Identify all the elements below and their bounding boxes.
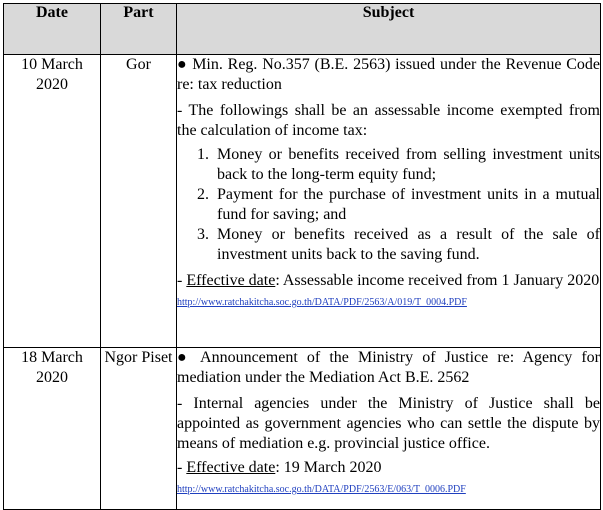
table-row bbox=[4, 55, 601, 348]
row-date: 18 March 2020 bbox=[4, 348, 101, 510]
gazette-link[interactable]: http://www.ratchakitcha.soc.go.th/DATA/PDF/2563/A/019/T_0004.PDF bbox=[177, 297, 467, 308]
header-date: Date bbox=[4, 4, 101, 55]
row-part: Ngor Piset bbox=[101, 348, 177, 510]
effective-date bbox=[177, 458, 600, 478]
list-item-text: Money or benefits received from selling investment units back to the long-term equity fund; bbox=[217, 146, 600, 183]
list-item-number: 1. bbox=[197, 146, 209, 163]
list-item bbox=[177, 185, 600, 225]
row-subject bbox=[177, 55, 601, 348]
exemption-list bbox=[177, 145, 600, 265]
regulation-title: ● Min. Reg. No.357 (B.E. 2563) issued under the Revenue Code re: tax reduction bbox=[177, 56, 600, 93]
row-subject bbox=[177, 348, 601, 510]
header-part: Part bbox=[101, 4, 177, 55]
gazette-link[interactable]: http://www.ratchakitcha.soc.go.th/DATA/PDF/2563/E/063/T_0006.PDF bbox=[177, 484, 466, 495]
regulation-table bbox=[3, 3, 601, 510]
effective-date-text: : Assessable income received from 1 January 2020 bbox=[275, 272, 600, 289]
effective-date-label: Effective date bbox=[186, 459, 276, 476]
regulation-title: ● Announcement of the Ministry of Justice re: Agency for mediation under the Mediation Act B.E. 2562 bbox=[177, 349, 600, 386]
row-part: Gor bbox=[101, 55, 177, 348]
effective-date bbox=[177, 271, 600, 291]
effective-date-text: : 19 March 2020 bbox=[275, 459, 382, 476]
header-subject: Subject bbox=[177, 4, 601, 55]
list-item bbox=[177, 145, 600, 185]
list-item-text: Payment for the purchase of investment units in a mutual fund for saving; and bbox=[217, 186, 600, 223]
regulation-intro: - The followings shall be an assessable income exempted from the calculation of income tax: bbox=[177, 102, 600, 139]
row-date: 10 March 2020 bbox=[4, 55, 101, 348]
list-item bbox=[177, 225, 600, 265]
list-item-text: Money or benefits received as a result of the sale of investment units back to the saving fund. bbox=[217, 226, 600, 263]
list-item-number: 2. bbox=[197, 186, 209, 203]
effective-prefix: - bbox=[177, 272, 187, 289]
regulation-intro: - Internal agencies under the Ministry of Justice shall be appointed as government agencies who can settle the dispute by means of mediation e.g. provincial justice office. bbox=[177, 395, 600, 452]
effective-date-label: Effective date bbox=[186, 272, 276, 289]
table-row bbox=[4, 348, 601, 510]
header-row bbox=[4, 4, 601, 55]
list-item-number: 3. bbox=[197, 226, 209, 243]
effective-prefix: - bbox=[177, 459, 187, 476]
